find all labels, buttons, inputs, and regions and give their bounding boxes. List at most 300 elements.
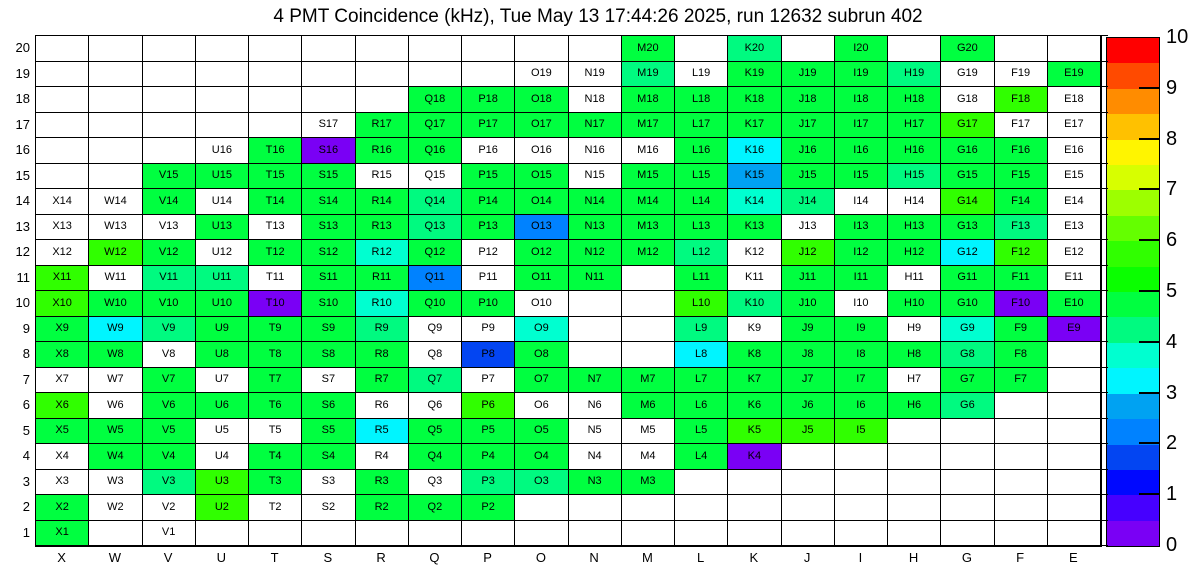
grid-cell-X10: X10 bbox=[36, 291, 89, 317]
grid-cell-W19 bbox=[89, 62, 142, 88]
grid-cell-V5: V5 bbox=[143, 419, 196, 445]
grid-cell-L1 bbox=[675, 521, 728, 547]
grid-cell-T14: T14 bbox=[249, 189, 302, 215]
grid-cell-E5 bbox=[1048, 419, 1101, 445]
grid-cell-P3: P3 bbox=[462, 470, 515, 496]
grid-cell-F19: F19 bbox=[995, 62, 1048, 88]
grid-cell-M9 bbox=[622, 317, 675, 343]
grid-cell-Q10: Q10 bbox=[409, 291, 462, 317]
grid-cell-O12: O12 bbox=[515, 240, 568, 266]
frame-tick bbox=[1101, 367, 1108, 368]
colorbar-tick-label: 2 bbox=[1166, 432, 1178, 455]
grid-cell-H3 bbox=[888, 470, 941, 496]
grid-cell-G14: G14 bbox=[941, 189, 994, 215]
grid-cell-M14: M14 bbox=[622, 189, 675, 215]
grid-cell-Q15: Q15 bbox=[409, 164, 462, 190]
grid-cell-J8: J8 bbox=[782, 342, 835, 368]
grid-cell-L7: L7 bbox=[675, 368, 728, 394]
grid-cell-W15 bbox=[89, 164, 142, 190]
grid-cell-S3: S3 bbox=[302, 470, 355, 496]
colorbar-tick-label: 6 bbox=[1166, 229, 1178, 252]
grid-cell-F9: F9 bbox=[995, 317, 1048, 343]
grid-cell-J4 bbox=[782, 444, 835, 470]
grid-cell-U3: U3 bbox=[196, 470, 249, 496]
grid-cell-S19 bbox=[302, 62, 355, 88]
grid-cell-E17: E17 bbox=[1048, 113, 1101, 139]
grid-cell-L13: L13 bbox=[675, 215, 728, 241]
grid-cell-E9: E9 bbox=[1048, 317, 1101, 343]
grid-cell-U14: U14 bbox=[196, 189, 249, 215]
grid-cell-S7: S7 bbox=[302, 368, 355, 394]
grid-cell-O10: O10 bbox=[515, 291, 568, 317]
frame-tick bbox=[1101, 112, 1108, 113]
x-axis-label: H bbox=[908, 550, 919, 565]
grid-cell-L11: L11 bbox=[675, 266, 728, 292]
grid-cell-L4: L4 bbox=[675, 444, 728, 470]
grid-cell-X19 bbox=[36, 62, 89, 88]
frame-tick bbox=[1101, 418, 1108, 419]
grid-cell-W10: W10 bbox=[89, 291, 142, 317]
grid-cell-G13: G13 bbox=[941, 215, 994, 241]
grid-cell-G1 bbox=[941, 521, 994, 547]
frame-tick bbox=[1101, 214, 1108, 215]
grid-cell-S15: S15 bbox=[302, 164, 355, 190]
grid-cell-V15: V15 bbox=[143, 164, 196, 190]
grid-cell-I14: I14 bbox=[835, 189, 888, 215]
frame-tick bbox=[1101, 494, 1108, 495]
grid-cell-T19 bbox=[249, 62, 302, 88]
grid-cell-M19: M19 bbox=[622, 62, 675, 88]
grid-cell-N8 bbox=[569, 342, 622, 368]
frame-tick bbox=[1101, 239, 1108, 240]
frame-tick bbox=[1101, 35, 1108, 36]
colorbar-tick-label: 1 bbox=[1166, 483, 1178, 506]
x-axis-label: J bbox=[803, 550, 811, 565]
y-axis-label: 18 bbox=[15, 91, 30, 106]
grid-cell-O9: O9 bbox=[515, 317, 568, 343]
grid-cell-G15: G15 bbox=[941, 164, 994, 190]
grid-cell-M2 bbox=[622, 495, 675, 521]
grid-cell-S6: S6 bbox=[302, 393, 355, 419]
grid-cell-W14: W14 bbox=[89, 189, 142, 215]
grid-cell-H15: H15 bbox=[888, 164, 941, 190]
y-axis-label: 14 bbox=[15, 193, 30, 208]
grid-cell-R16: R16 bbox=[356, 138, 409, 164]
grid-cell-O13: O13 bbox=[515, 215, 568, 241]
y-axis-label: 20 bbox=[15, 40, 30, 55]
grid-cell-X6: X6 bbox=[36, 393, 89, 419]
grid-cell-H18: H18 bbox=[888, 87, 941, 113]
grid-cell-G8: G8 bbox=[941, 342, 994, 368]
grid-cell-K15: K15 bbox=[728, 164, 781, 190]
grid-cell-G6: G6 bbox=[941, 393, 994, 419]
grid-cell-S16: S16 bbox=[302, 138, 355, 164]
grid-cell-H16: H16 bbox=[888, 138, 941, 164]
colorbar-band bbox=[1107, 165, 1159, 190]
grid-cell-P19 bbox=[462, 62, 515, 88]
colorbar-band bbox=[1107, 190, 1159, 215]
x-axis-label: M bbox=[641, 550, 653, 565]
grid-cell-T12: T12 bbox=[249, 240, 302, 266]
grid-cell-R2: R2 bbox=[356, 495, 409, 521]
grid-cell-W6: W6 bbox=[89, 393, 142, 419]
grid-cell-P7: P7 bbox=[462, 368, 515, 394]
grid-cell-E6 bbox=[1048, 393, 1101, 419]
grid-cell-I8: I8 bbox=[835, 342, 888, 368]
heatmap-grid bbox=[35, 35, 1102, 547]
grid-cell-S20 bbox=[302, 36, 355, 62]
grid-cell-K2 bbox=[728, 495, 781, 521]
y-axis-label: 16 bbox=[15, 142, 30, 157]
grid-cell-J7: J7 bbox=[782, 368, 835, 394]
grid-cell-Q19 bbox=[409, 62, 462, 88]
grid-cell-S11: S11 bbox=[302, 266, 355, 292]
grid-cell-X14: X14 bbox=[36, 189, 89, 215]
grid-cell-F16: F16 bbox=[995, 138, 1048, 164]
grid-cell-M7: M7 bbox=[622, 368, 675, 394]
grid-cell-R6: R6 bbox=[356, 393, 409, 419]
grid-cell-K13: K13 bbox=[728, 215, 781, 241]
grid-cell-X15 bbox=[36, 164, 89, 190]
grid-cell-H11: H11 bbox=[888, 266, 941, 292]
grid-cell-N7: N7 bbox=[569, 368, 622, 394]
grid-cell-S1 bbox=[302, 521, 355, 547]
grid-cell-X12: X12 bbox=[36, 240, 89, 266]
grid-cell-S18 bbox=[302, 87, 355, 113]
grid-cell-M3: M3 bbox=[622, 470, 675, 496]
grid-cell-J10: J10 bbox=[782, 291, 835, 317]
colorbar-tick-label: 9 bbox=[1166, 76, 1178, 99]
grid-cell-Q5: Q5 bbox=[409, 419, 462, 445]
grid-cell-N15: N15 bbox=[569, 164, 622, 190]
grid-cell-W5: W5 bbox=[89, 419, 142, 445]
grid-cell-U6: U6 bbox=[196, 393, 249, 419]
grid-cell-E10: E10 bbox=[1048, 291, 1101, 317]
grid-cell-T13: T13 bbox=[249, 215, 302, 241]
grid-cell-P17: P17 bbox=[462, 113, 515, 139]
x-axis-label: V bbox=[163, 550, 173, 565]
grid-cell-P12: P12 bbox=[462, 240, 515, 266]
grid-cell-J12: J12 bbox=[782, 240, 835, 266]
grid-cell-G20: G20 bbox=[941, 36, 994, 62]
colorbar-tick-label: 4 bbox=[1166, 330, 1178, 353]
grid-cell-N3: N3 bbox=[569, 470, 622, 496]
grid-cell-P4: P4 bbox=[462, 444, 515, 470]
colorbar-band bbox=[1107, 394, 1159, 419]
colorbar-band bbox=[1107, 38, 1159, 63]
grid-cell-Q11: Q11 bbox=[409, 266, 462, 292]
grid-cell-E20 bbox=[1048, 36, 1101, 62]
grid-cell-I11: I11 bbox=[835, 266, 888, 292]
colorbar-tick-label: 10 bbox=[1166, 26, 1189, 48]
grid-cell-N20 bbox=[569, 36, 622, 62]
grid-cell-S10: S10 bbox=[302, 291, 355, 317]
grid-cell-V13: V13 bbox=[143, 215, 196, 241]
grid-cell-M15: M15 bbox=[622, 164, 675, 190]
grid-cell-M20: M20 bbox=[622, 36, 675, 62]
colorbar-tick bbox=[1139, 239, 1159, 241]
grid-cell-R1 bbox=[356, 521, 409, 547]
grid-cell-F10: F10 bbox=[995, 291, 1048, 317]
colorbar-tick bbox=[1139, 138, 1159, 140]
grid-cell-H9: H9 bbox=[888, 317, 941, 343]
grid-cell-V6: V6 bbox=[143, 393, 196, 419]
grid-cell-R18 bbox=[356, 87, 409, 113]
x-axis-label: Q bbox=[429, 550, 440, 565]
grid-cell-L6: L6 bbox=[675, 393, 728, 419]
grid-cell-N12: N12 bbox=[569, 240, 622, 266]
grid-cell-K9: K9 bbox=[728, 317, 781, 343]
grid-cell-U10: U10 bbox=[196, 291, 249, 317]
colorbar-band bbox=[1107, 267, 1159, 292]
grid-cell-G4 bbox=[941, 444, 994, 470]
grid-cell-F5 bbox=[995, 419, 1048, 445]
grid-cell-H12: H12 bbox=[888, 240, 941, 266]
grid-cell-L19: L19 bbox=[675, 62, 728, 88]
grid-cell-E7 bbox=[1048, 368, 1101, 394]
grid-cell-H1 bbox=[888, 521, 941, 547]
grid-cell-N14: N14 bbox=[569, 189, 622, 215]
grid-cell-R20 bbox=[356, 36, 409, 62]
grid-cell-P15: P15 bbox=[462, 164, 515, 190]
colorbar-band bbox=[1107, 470, 1159, 495]
grid-cell-U13: U13 bbox=[196, 215, 249, 241]
grid-cell-G3 bbox=[941, 470, 994, 496]
grid-cell-U18 bbox=[196, 87, 249, 113]
grid-cell-W13: W13 bbox=[89, 215, 142, 241]
grid-cell-O1 bbox=[515, 521, 568, 547]
y-axis-label: 10 bbox=[15, 295, 30, 310]
grid-cell-Q14: Q14 bbox=[409, 189, 462, 215]
grid-cell-H6: H6 bbox=[888, 393, 941, 419]
grid-cell-T7: T7 bbox=[249, 368, 302, 394]
grid-cell-L18: L18 bbox=[675, 87, 728, 113]
grid-cell-T15: T15 bbox=[249, 164, 302, 190]
grid-cell-L14: L14 bbox=[675, 189, 728, 215]
y-axis-label: 9 bbox=[22, 320, 30, 336]
x-axis-label: X bbox=[57, 550, 66, 565]
x-axis-label: K bbox=[749, 550, 759, 565]
grid-cell-O18: O18 bbox=[515, 87, 568, 113]
colorbar-band bbox=[1107, 343, 1159, 368]
grid-cell-S14: S14 bbox=[302, 189, 355, 215]
grid-cell-H17: H17 bbox=[888, 113, 941, 139]
grid-cell-J14: J14 bbox=[782, 189, 835, 215]
grid-cell-O8: O8 bbox=[515, 342, 568, 368]
y-axis-label: 19 bbox=[15, 65, 30, 81]
grid-cell-K10: K10 bbox=[728, 291, 781, 317]
colorbar-band bbox=[1107, 140, 1159, 165]
grid-cell-Q13: Q13 bbox=[409, 215, 462, 241]
colorbar-tick-label: 7 bbox=[1166, 178, 1178, 201]
grid-cell-W2: W2 bbox=[89, 495, 142, 521]
grid-cell-X13: X13 bbox=[36, 215, 89, 241]
grid-cell-E12: E12 bbox=[1048, 240, 1101, 266]
grid-cell-L20 bbox=[675, 36, 728, 62]
grid-cell-J1 bbox=[782, 521, 835, 547]
grid-cell-O19: O19 bbox=[515, 62, 568, 88]
grid-cell-P11: P11 bbox=[462, 266, 515, 292]
grid-cell-H20 bbox=[888, 36, 941, 62]
grid-cell-K16: K16 bbox=[728, 138, 781, 164]
grid-cell-N10 bbox=[569, 291, 622, 317]
grid-cell-J11: J11 bbox=[782, 266, 835, 292]
grid-cell-U4: U4 bbox=[196, 444, 249, 470]
grid-cell-O4: O4 bbox=[515, 444, 568, 470]
grid-cell-H7: H7 bbox=[888, 368, 941, 394]
y-axis-label: 7 bbox=[22, 371, 30, 387]
grid-cell-W18 bbox=[89, 87, 142, 113]
grid-cell-W9: W9 bbox=[89, 317, 142, 343]
colorbar-tick-label: 8 bbox=[1166, 127, 1178, 150]
grid-cell-T1 bbox=[249, 521, 302, 547]
grid-cell-J15: J15 bbox=[782, 164, 835, 190]
grid-cell-O17: O17 bbox=[515, 113, 568, 139]
grid-cell-M16: M16 bbox=[622, 138, 675, 164]
grid-cell-V2: V2 bbox=[143, 495, 196, 521]
y-axis-label: 1 bbox=[22, 524, 30, 540]
grid-cell-I15: I15 bbox=[835, 164, 888, 190]
grid-cell-K7: K7 bbox=[728, 368, 781, 394]
grid-cell-O2 bbox=[515, 495, 568, 521]
grid-cell-T3: T3 bbox=[249, 470, 302, 496]
grid-cell-T5: T5 bbox=[249, 419, 302, 445]
grid-cell-K14: K14 bbox=[728, 189, 781, 215]
grid-cell-G17: G17 bbox=[941, 113, 994, 139]
grid-cell-F14: F14 bbox=[995, 189, 1048, 215]
colorbar-tick bbox=[1139, 493, 1159, 495]
grid-cell-R4: R4 bbox=[356, 444, 409, 470]
grid-cell-P20 bbox=[462, 36, 515, 62]
grid-cell-M1 bbox=[622, 521, 675, 547]
grid-cell-X7: X7 bbox=[36, 368, 89, 394]
grid-cell-K8: K8 bbox=[728, 342, 781, 368]
colorbar bbox=[1106, 37, 1160, 547]
grid-cell-S8: S8 bbox=[302, 342, 355, 368]
grid-cell-U2: U2 bbox=[196, 495, 249, 521]
x-axis-label: U bbox=[216, 550, 227, 565]
frame-tick bbox=[1101, 137, 1108, 138]
grid-cell-K19: K19 bbox=[728, 62, 781, 88]
grid-cell-J13: J13 bbox=[782, 215, 835, 241]
grid-cell-Q7: Q7 bbox=[409, 368, 462, 394]
grid-cell-E11: E11 bbox=[1048, 266, 1101, 292]
grid-cell-P9: P9 bbox=[462, 317, 515, 343]
y-axis-label: 5 bbox=[22, 422, 30, 438]
grid-cell-F20 bbox=[995, 36, 1048, 62]
grid-cell-Q12: Q12 bbox=[409, 240, 462, 266]
grid-cell-G19: G19 bbox=[941, 62, 994, 88]
grid-cell-J9: J9 bbox=[782, 317, 835, 343]
grid-cell-K1 bbox=[728, 521, 781, 547]
grid-cell-P18: P18 bbox=[462, 87, 515, 113]
grid-cell-L5: L5 bbox=[675, 419, 728, 445]
grid-cell-I20: I20 bbox=[835, 36, 888, 62]
x-axis-label: F bbox=[1016, 550, 1025, 565]
grid-cell-T6: T6 bbox=[249, 393, 302, 419]
grid-cell-M6: M6 bbox=[622, 393, 675, 419]
grid-cell-P16: P16 bbox=[462, 138, 515, 164]
colorbar-tick-label: 3 bbox=[1166, 381, 1178, 404]
grid-cell-Q17: Q17 bbox=[409, 113, 462, 139]
grid-cell-K3 bbox=[728, 470, 781, 496]
y-axis-label: 6 bbox=[22, 397, 30, 412]
grid-cell-E16: E16 bbox=[1048, 138, 1101, 164]
grid-cell-Q9: Q9 bbox=[409, 317, 462, 343]
grid-cell-I9: I9 bbox=[835, 317, 888, 343]
grid-cell-T9: T9 bbox=[249, 317, 302, 343]
grid-cell-E1 bbox=[1048, 521, 1101, 547]
grid-cell-N9 bbox=[569, 317, 622, 343]
grid-cell-T4: T4 bbox=[249, 444, 302, 470]
grid-cell-R9: R9 bbox=[356, 317, 409, 343]
y-axis-label: 15 bbox=[15, 167, 30, 183]
grid-cell-L12: L12 bbox=[675, 240, 728, 266]
grid-cell-G18: G18 bbox=[941, 87, 994, 113]
grid-cell-U7: U7 bbox=[196, 368, 249, 394]
grid-cell-S12: S12 bbox=[302, 240, 355, 266]
grid-cell-U17 bbox=[196, 113, 249, 139]
grid-cell-F18: F18 bbox=[995, 87, 1048, 113]
grid-cell-W12: W12 bbox=[89, 240, 142, 266]
grid-cell-E18: E18 bbox=[1048, 87, 1101, 113]
grid-cell-O15: O15 bbox=[515, 164, 568, 190]
grid-cell-V3: V3 bbox=[143, 470, 196, 496]
grid-cell-R5: R5 bbox=[356, 419, 409, 445]
grid-cell-G7: G7 bbox=[941, 368, 994, 394]
grid-cell-E4 bbox=[1048, 444, 1101, 470]
grid-cell-J19: J19 bbox=[782, 62, 835, 88]
grid-cell-J3 bbox=[782, 470, 835, 496]
grid-cell-L2 bbox=[675, 495, 728, 521]
grid-cell-W8: W8 bbox=[89, 342, 142, 368]
y-axis-label: 4 bbox=[22, 448, 30, 463]
colorbar-tick bbox=[1139, 341, 1159, 343]
grid-cell-T18 bbox=[249, 87, 302, 113]
grid-cell-X2: X2 bbox=[36, 495, 89, 521]
grid-cell-P5: P5 bbox=[462, 419, 515, 445]
grid-cell-J6: J6 bbox=[782, 393, 835, 419]
grid-cell-E2 bbox=[1048, 495, 1101, 521]
frame-tick bbox=[1101, 392, 1108, 393]
grid-cell-E13: E13 bbox=[1048, 215, 1101, 241]
grid-cell-L8: L8 bbox=[675, 342, 728, 368]
grid-cell-N11: N11 bbox=[569, 266, 622, 292]
colorbar-tick bbox=[1139, 87, 1159, 89]
grid-cell-P1 bbox=[462, 521, 515, 547]
grid-cell-X9: X9 bbox=[36, 317, 89, 343]
y-axis-label: 3 bbox=[22, 473, 30, 489]
grid-cell-K20: K20 bbox=[728, 36, 781, 62]
grid-cell-U15: U15 bbox=[196, 164, 249, 190]
grid-cell-L3 bbox=[675, 470, 728, 496]
grid-cell-K6: K6 bbox=[728, 393, 781, 419]
grid-cell-F13: F13 bbox=[995, 215, 1048, 241]
grid-cell-K5: K5 bbox=[728, 419, 781, 445]
grid-cell-Q8: Q8 bbox=[409, 342, 462, 368]
grid-cell-H14: H14 bbox=[888, 189, 941, 215]
grid-cell-W4: W4 bbox=[89, 444, 142, 470]
grid-cell-V14: V14 bbox=[143, 189, 196, 215]
grid-cell-X11: X11 bbox=[36, 266, 89, 292]
grid-cell-M17: M17 bbox=[622, 113, 675, 139]
grid-cell-U5: U5 bbox=[196, 419, 249, 445]
grid-cell-I7: I7 bbox=[835, 368, 888, 394]
grid-cell-R17: R17 bbox=[356, 113, 409, 139]
grid-cell-T10: T10 bbox=[249, 291, 302, 317]
grid-cell-N16: N16 bbox=[569, 138, 622, 164]
grid-cell-L16: L16 bbox=[675, 138, 728, 164]
